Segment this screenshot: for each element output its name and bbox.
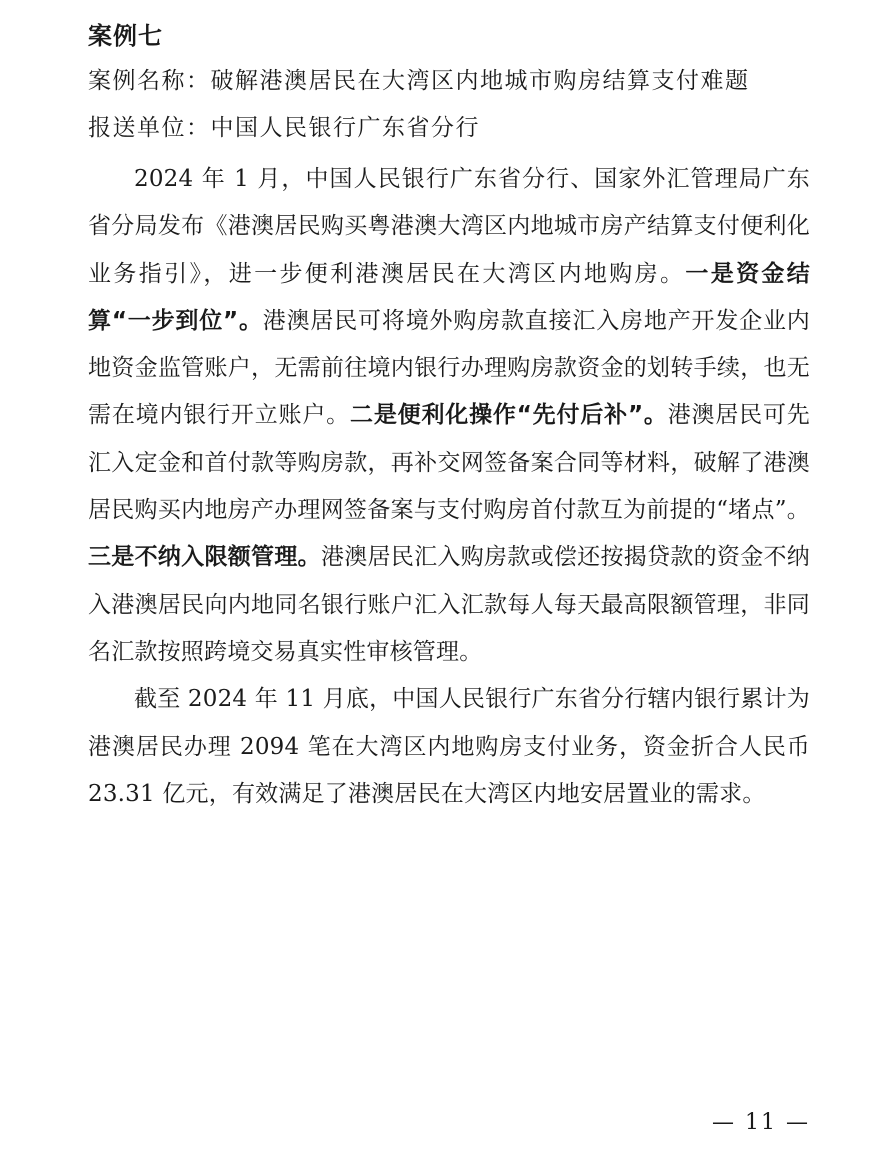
point-1-text: 港澳居民可将境外购房款直接汇入房地产开发企业内地资金监管账户，无需前往境内银行办理购房款资金的划转手续，也无需在境内银行开立账户。 — [88, 307, 810, 429]
body-paragraph-1 — [88, 156, 810, 676]
case-name-label: 案例名称： — [88, 68, 211, 94]
reporting-unit-value: 中国人民银行广东省分行 — [210, 115, 480, 141]
case-name-value: 破解港澳居民在大湾区内地城市购房结算支付难题 — [210, 68, 750, 94]
reporting-unit-line — [88, 105, 810, 152]
document-page — [88, 14, 810, 818]
point-2-text: 港澳居民可先汇入定金和首付款等购房款，再补交网签备案合同等材料，破解了港澳居民购买内地房产办理网签备案与支付购房首付款互为前提的“堵点”。 — [88, 402, 811, 524]
body-paragraph-2: 截至 2024 年 11 月底，中国人民银行广东省分行辖内银行累计为港澳居民办理 2094 笔在大湾区内地购房支付业务，资金折合人民币 23.31 亿元，有效满足了港澳居民在大湾区内地安居置业的需求。 — [88, 686, 810, 807]
paragraph-intro: 2024 年 1 月，中国人民银行广东省分行、国家外汇管理局广东省分局发布《港澳居民购买粤港澳大湾区内地城市房产结算支付便利化业务指引》，进一步便利港澳居民在大湾区内地购房。 — [88, 166, 810, 287]
reporting-unit-label: 报送单位： — [88, 115, 211, 141]
page-number: — 11 — — [712, 1110, 810, 1135]
case-name-line — [88, 58, 810, 105]
case-heading: 案例七 — [88, 22, 163, 50]
point-3-text: 港澳居民汇入购房款或偿还按揭贷款的资金不纳入港澳居民向内地同名银行账户汇入汇款每人每天最高限额管理，非同名汇款按照跨境交易真实性审核管理。 — [88, 544, 811, 665]
point-2-title: 二是便利化操作“先付后补”。 — [350, 402, 668, 429]
point-3-title: 三是不纳入限额管理。 — [88, 544, 321, 571]
point-1-title: 一是资金结算“一步到位”。 — [88, 260, 810, 334]
